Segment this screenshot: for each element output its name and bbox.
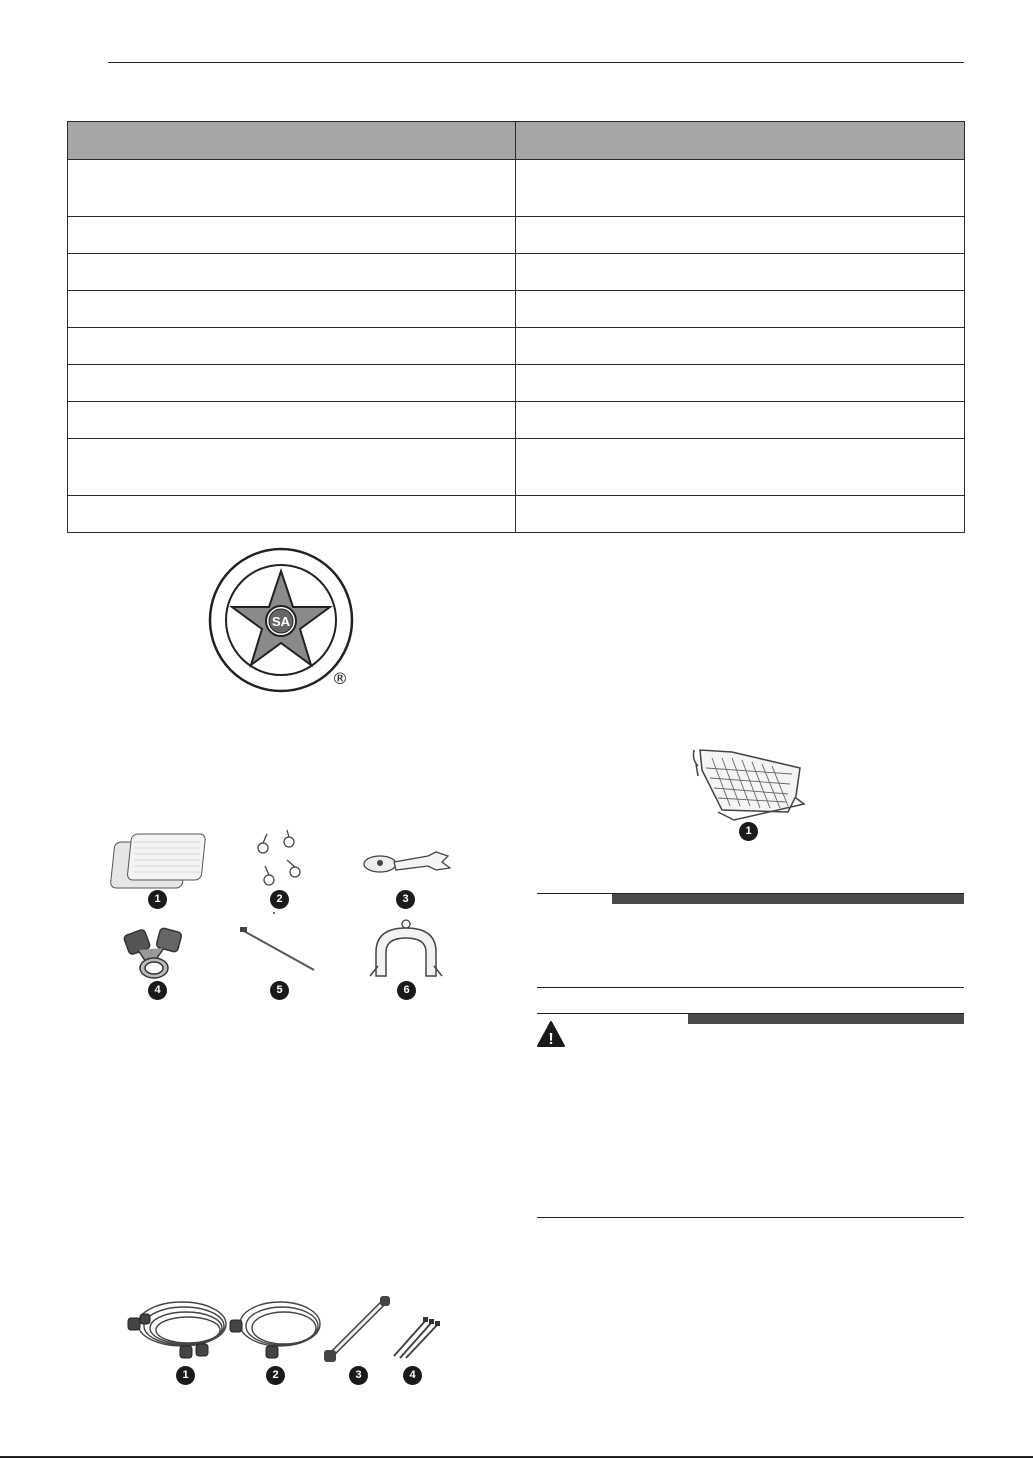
item-number-badge: 3 <box>349 1366 368 1385</box>
item-number-badge: 2 <box>270 890 289 909</box>
anti-slip-sheets-icon <box>112 832 210 892</box>
table-row <box>68 328 965 365</box>
table-cell-label <box>68 217 516 254</box>
hose-guide-icon <box>368 918 446 978</box>
table-row <box>68 217 965 254</box>
inlet-hoses-icon <box>126 1294 232 1364</box>
wrench-icon <box>362 850 452 876</box>
caps-icon <box>253 828 308 890</box>
table-cell-label <box>68 291 516 328</box>
item-number-badge: 4 <box>148 981 167 1000</box>
table-cell-label <box>68 402 516 439</box>
item-number-badge: 3 <box>396 890 415 909</box>
cable-ties-icon <box>390 1314 442 1360</box>
warning-symbol: ! <box>548 1031 554 1048</box>
csa-mark-text: SA <box>271 614 291 629</box>
table-header-row <box>68 122 965 160</box>
table-cell-value <box>516 402 965 439</box>
table-cell-value <box>516 365 965 402</box>
warning-bottom-rule <box>537 1217 964 1218</box>
header-rule <box>108 62 964 63</box>
item-number-badge: 1 <box>176 1366 195 1385</box>
steam-hose-icon <box>322 1294 394 1364</box>
table-header-cell <box>516 122 965 160</box>
item-number-badge: 6 <box>397 981 416 1000</box>
table-row <box>68 402 965 439</box>
table-cell-value <box>516 439 965 496</box>
table-row <box>68 160 965 217</box>
table-row <box>68 439 965 496</box>
table-row <box>68 496 965 533</box>
footer-rule <box>0 1456 1033 1458</box>
table-cell-label <box>68 439 516 496</box>
notice-title-bar <box>612 894 964 904</box>
cable-tie-icon <box>238 910 318 974</box>
specifications-table <box>67 121 965 533</box>
table-cell-label <box>68 160 516 217</box>
table-row <box>68 254 965 291</box>
csa-star-logo-icon <box>208 549 358 699</box>
notice-bottom-rule <box>537 987 964 988</box>
item-number-badge: 5 <box>270 981 289 1000</box>
item-number-badge: 2 <box>266 1366 285 1385</box>
table-cell-value <box>516 160 965 217</box>
table-header-cell <box>68 122 516 160</box>
inlet-hose-icon <box>228 1294 326 1362</box>
table-cell-label <box>68 328 516 365</box>
warning-triangle-icon <box>536 1020 566 1048</box>
table-cell-value <box>516 254 965 291</box>
warning-title-bar <box>688 1014 964 1024</box>
registered-mark: ® <box>332 669 348 688</box>
table-row <box>68 365 965 402</box>
table-cell-value <box>516 496 965 533</box>
table-row <box>68 291 965 328</box>
y-connector-icon <box>120 924 186 980</box>
item-number-badge: 4 <box>403 1366 422 1385</box>
table-cell-value <box>516 217 965 254</box>
table-cell-label <box>68 365 516 402</box>
table-cell-label <box>68 254 516 291</box>
table-cell-label <box>68 496 516 533</box>
drying-rack-icon <box>692 746 812 822</box>
table-cell-value <box>516 291 965 328</box>
item-number-badge: 1 <box>148 890 167 909</box>
item-number-badge: 1 <box>739 822 758 841</box>
table-cell-value <box>516 328 965 365</box>
